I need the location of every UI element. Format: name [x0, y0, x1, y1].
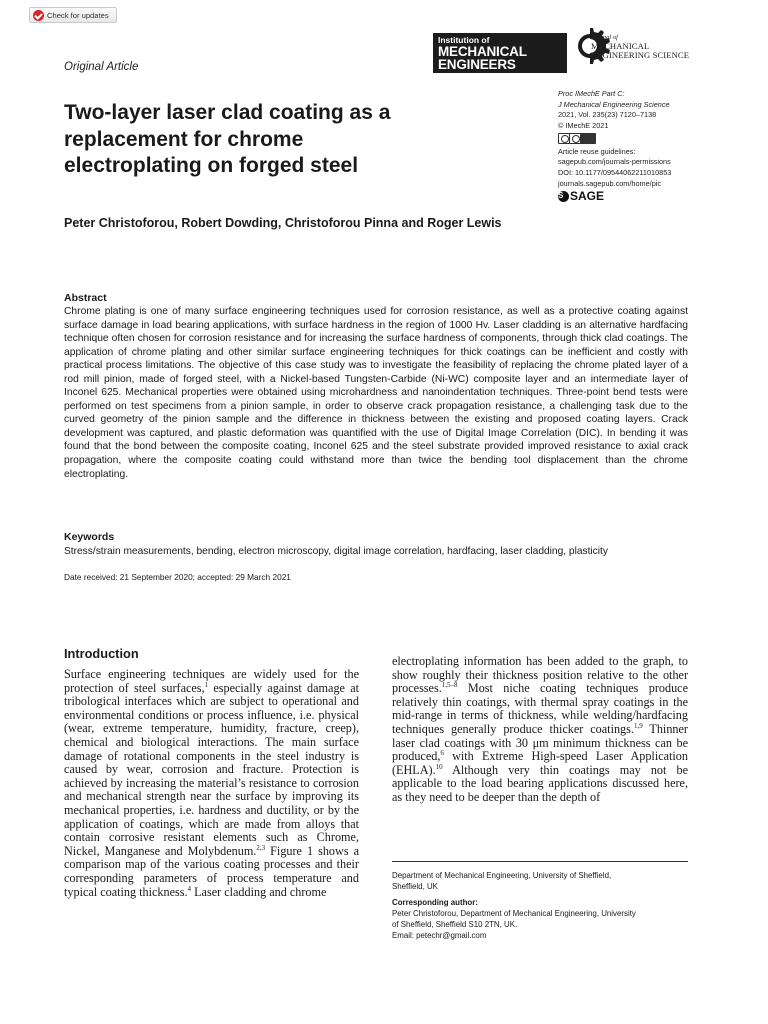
journal-logo-text: [591, 35, 689, 60]
article-title: Two-layer laser clad coating as a replacement for chrome electroplating on forged steel: [64, 101, 391, 177]
author-email[interactable]: Email: petechr@gmail.com: [392, 931, 487, 941]
check-for-updates-label: Check for updates: [47, 10, 109, 20]
intro-text: Most niche coating techniques produce relatively thin coatings, with thermal spray coatings in the mid-range in terms of thickness, while welding/hardfacing techniques generally produce thicker coatings.: [392, 681, 688, 736]
intro-text: especially against damage at tribological interfaces which are subject to operational and environmental conditions or process influence, i.e. physical (wear, extreme temperature, humidity, fracture, creep), chemical and biological interactions. The main surface damage of rotational components in the steel industry is caused by wear, corrosion and fracture. Protection is achieved by increasing the material’s resistance to corrosion and mechanical strength near the surface by improving its mechanical properties, i.e. hardness and ductility, or by the application of coatings, which are made from alloys that contain corrosive resistant elements such as Chrome, Nickel, Manganese and Molybdenum.: [64, 680, 359, 858]
footnote-divider: [392, 861, 688, 862]
meta-copyright: © IMechE 2021: [558, 121, 609, 131]
keywords-heading: Keywords: [64, 531, 115, 543]
sage-label: SAGE: [570, 189, 605, 204]
logo-line-3: ENGINEERS: [438, 57, 516, 72]
abstract-text: Chrome plating is one of many surface engineering techniques used for corrosion resistance, as well as a protective coating against surface damage in load bearing applications, with surface hardness in the region of 1000 Hv. Laser cladding is an alternative hardfacing technique often chosen for corrosion resistance and for increasing the surface hardness of components, through thick clad coatings. The application of chrome plating and other similar surface engineering techniques for thick coatings can be inefficient and costly with practical process limitations. The objective of this case study was to investigate the feasibility of replacing the chrome plated layer of a rod mill pinion, made of forged steel, with a Nickel-based Tungsten-Carbide (Ni-WC) composite layer and an intermediate layer of Inconel 625. Mechanical properties were obtained using microhardness and nanoindentation techniques. Three-point bend tests were performed on test specimens from a pinion sample, in order to observe crack propagation resistance, a challenging task due to the curved geometry of the pinion sample and the difference in thickness between the existing and proposed coating layers. Crack development was captured, and plastic deformation was quantified with the use of Digital Image Correlation (DIC). In bending it was found that the bond between the composite coating, Inconel 625 and the steel substrate provided improved resistance to axial crack propagation, where the composite coating could withstand more than twice the bending tool displacement than the chrome electroplating.: [64, 306, 688, 480]
logo-line-1: Institution of: [438, 35, 490, 45]
intro-text: Thinner laser clad coatings with 30 μm minimum thickness can be produced,: [392, 721, 688, 764]
abstract-heading: Abstract: [64, 292, 107, 304]
intro-column-2: [392, 655, 688, 805]
journal-logo-line-3: ENGINEERING SCIENCE: [591, 49, 690, 60]
citation-ref[interactable]: 10: [435, 762, 443, 771]
meta-doi[interactable]: DOI: 10.1177/09544062211010853: [558, 167, 672, 177]
keywords-text: Stress/strain measurements, bending, electron microscopy, digital image correlation, hardfacing, laser cladding, plasticity: [64, 546, 608, 557]
meta-permissions-link[interactable]: sagepub.com/journals-permissions: [558, 157, 671, 167]
check-for-updates-button[interactable]: [29, 7, 117, 23]
meta-home-link[interactable]: journals.sagepub.com/home/pic: [558, 178, 662, 188]
intro-text: Laser cladding and chrome: [191, 884, 327, 899]
journal-logo-line-1: Journal of: [591, 34, 618, 41]
logo-line-2: MECHANICAL: [438, 43, 527, 59]
meta-reuse: Article reuse guidelines:: [558, 146, 636, 156]
sage-s-icon: S: [558, 191, 569, 202]
intro-text: Surface engineering techniques are widely used for the protection of steel surfaces,: [64, 667, 359, 695]
footnote: [392, 870, 702, 942]
intro-text: electroplating information has been added to the graph, to show roughly their thickness position relative to the other processes.: [392, 654, 688, 696]
imeche-logo: [433, 33, 567, 73]
date-received: Date received: 21 September 2020; accepted: 29 March 2021: [64, 572, 291, 582]
meta-journal: J Mechanical Engineering Science: [558, 99, 670, 109]
citation-ref[interactable]: 1: [204, 680, 209, 689]
intro-text: Although very thin coatings may not be applicable to the load bearing applications discussed here, as they need to be deeper than the depth of: [392, 762, 688, 804]
citation-ref[interactable]: 6: [440, 749, 444, 758]
sage-logo: [558, 191, 758, 202]
article-type: Original Article: [64, 61, 139, 73]
meta-proc: Proc IMechE Part C:: [558, 89, 625, 98]
affiliation: Department of Mechanical Engineering, University of Sheffield,: [392, 871, 612, 880]
corresponding-author-label: Corresponding author:: [392, 897, 478, 907]
introduction-heading: Introduction: [64, 646, 139, 661]
meta-volume: 2021, Vol. 235(23) 7120–7138: [558, 110, 657, 120]
check-icon: [33, 10, 44, 21]
citation-ref[interactable]: 1,5–8: [441, 681, 458, 690]
citation-ref[interactable]: 4: [187, 884, 192, 893]
citation-ref[interactable]: 2,3: [256, 843, 266, 852]
journal-meta: [558, 89, 758, 202]
affiliation: Sheffield, UK: [392, 882, 438, 892]
corresponding-author: of Sheffield, Sheffield S10 2TN, UK.: [392, 920, 518, 930]
author-list: Peter Christoforou, Robert Dowding, Christoforou Pinna and Roger Lewis: [64, 216, 502, 230]
intro-column-1: [64, 668, 359, 899]
intro-text: Figure 1 shows a comparison map of the various coating processes and their corresponding parameters of process temperature and typical coating thickness.: [64, 843, 359, 899]
citation-ref[interactable]: 1,9: [633, 721, 643, 730]
journal-logo-line-2: MECHANICAL: [591, 40, 650, 51]
intro-text: with Extreme High-speed Laser Application (EHLA).: [392, 749, 688, 777]
corresponding-author: Peter Christoforou, Department of Mechanical Engineering, University: [392, 908, 636, 918]
creative-commons-icon: [558, 133, 596, 144]
